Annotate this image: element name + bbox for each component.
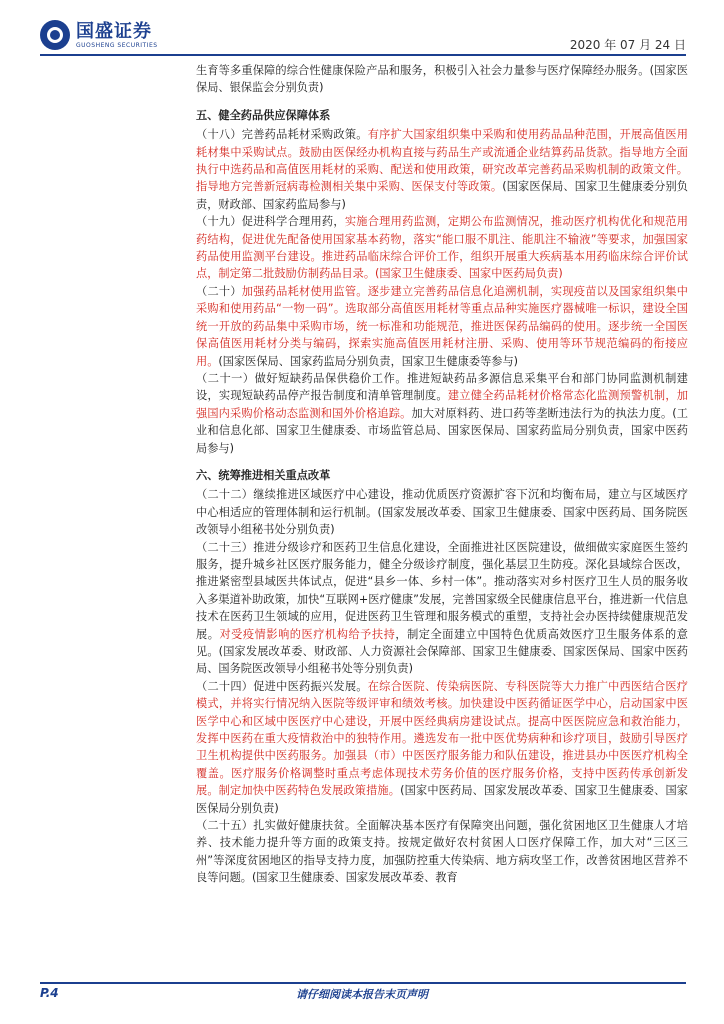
paragraph-text: （二十） — [196, 284, 242, 298]
paragraph — [196, 370, 688, 457]
paragraph-text: 加大对原料药、进口药等垄断违法行为的执法力度。(工业和信息化部、国家卫生健康委、市场监管总局、国家医保局、国家药监局分别负责，国家中医药局参与) — [196, 406, 688, 455]
brand-name: 国盛证券 — [76, 20, 152, 42]
brand-logo-icon — [40, 20, 70, 50]
highlighted-text: 加强药品耗材使用监管。逐步建立完善药品信息化追溯机制，实现疫苗以及国家组织集中采购和使用药品“一物一码”。选取部分高值医用耗材等重点品种实施医疗器械唯一标识，建设全国统一开放的药品集中采购市场，统一标准和功能规范，推进医保药品编码的使用。逐步统一全国医保高值医用耗材分类与编码，探索实施高值医用耗材注册、采购、使用等环节规范编码的衔接应用。 — [196, 284, 688, 368]
paragraph-text: （二十三）推进分级诊疗和医药卫生信息化建设，全面推进社区医院建设，做细做实家庭医生签约服务，提升城乡社区医疗服务能力，健全分级诊疗制度，强化基层卫生防疫。深化县域综合医改，推进紧密型县域医共体试点，促进“县乡一体、乡村一体”。推动落实对乡村医疗卫生人员的服务收入多渠道补助政策，加快“互联网+医疗健康”发展，完善国家级全民健康信息平台，推进新一代信息技术在医药卫生领域的应用，促进医药卫生管理和服务模式的重塑，支持社会办医持续健康规范发展。 — [196, 540, 688, 641]
highlighted-text: 在综合医院、传染病医院、专科医院等大力推广中西医结合医疗模式，并将实行情况纳入医院等级评审和绩效考核。加快建设中医药循证医学中心，启动国家中医医学中心和区域中医医疗中心建设，开展中医经典病房建设试点。提高中医医院应急和救治能力，发挥中医药在重大疫情救治中的独特作用。遴选发布一批中医优势病种和诊疗项目，鼓励引导医疗卫生机构提供中医药服务。加强县（市）中医医疗服务能力和队伍建设，推进县办中医医疗机构全覆盖。医疗服务价格调整时重点考虑体现技术劳务价值的医疗服务价格，支持中医药传承创新发展。制定加快中医药特色发展政策措施。 — [196, 679, 688, 798]
paragraph-text: （二十五）扎实做好健康扶贫。全面解决基本医疗有保障突出问题，强化贫困地区卫生健康人才培养、技术能力提升等方面的政策支持。按规定做好农村贫困人口医疗保障工作，加大对“三区三州”等深度贫困地区的指导支持力度，加强防控重大传染病、地方病攻坚工作，改善贫困地区营养不良等问题。(国家卫生健康委、国家发展改革委、教育 — [196, 819, 688, 885]
page-number: P.4 — [40, 986, 59, 1000]
paragraph — [196, 678, 688, 817]
paragraph — [196, 283, 688, 370]
paragraph — [196, 486, 688, 538]
paragraph-text: 六、统筹推进相关重点改革 — [196, 468, 331, 482]
highlighted-text: 有序扩大国家组织集中采购和使用药品品种范围，开展高值医用耗材集中采购试点。鼓励由医保经办机构直接与药品生产或流通企业结算药品货款。指导地方全面执行中选药品和高值医用耗材的采购、配送和使用政策，研究改革完善药品采购机制的政策文件。指导地方完善新冠病毒检测相关集中采购、医保支付等政策。 — [196, 128, 688, 194]
paragraph-text: (国家医保局、国家卫生健康委分别负责，财政部、国家药监局参与) — [196, 180, 688, 211]
section-heading — [196, 467, 688, 484]
paragraph-text: 五、健全药品供应保障体系 — [196, 108, 331, 122]
page-header — [0, 0, 724, 60]
header-divider — [40, 54, 686, 56]
paragraph-text: （二十二）继续推进区域医疗中心建设，推动优质医疗资源扩容下沉和均衡布局，建立与区域医疗中心相适应的管理体制和运行机制。(国家发展改革委、国家卫生健康委、国家中医药局、国务院医改领导小组秘书处分别负责) — [196, 488, 688, 537]
footer-divider — [40, 982, 686, 984]
paragraph-text: 生育等多重保障的综合性健康保险产品和服务，积极引入社会力量参与医疗保障经办服务。(国家医保局、银保监会分别负责) — [196, 64, 688, 95]
paragraph — [196, 817, 688, 887]
paragraph — [196, 539, 688, 678]
brand-name-en: GUOSHENG SECURITIES — [76, 41, 158, 49]
paragraph — [196, 62, 688, 97]
highlighted-text: 建立健全药品耗材价格常态化监测预警机制，加强国内采购价格动态监测和国外价格追踪。 — [196, 389, 688, 420]
highlighted-text: 对受疫情影响的医疗机构给予扶持 — [219, 627, 396, 641]
highlighted-text: 实施合理用药监测，定期公布监测情况，推动医疗机构优化和规范用药结构，促进优先配备使用国家基本药物，落实“能口服不肌注、能肌注不输液”等要求，加强国家药品使用监测平台建设。推进药品临床综合评价工作，组织开展重大疾病基本用药临床综合评价试点，制定第二批鼓励仿制药品目录。(国家卫生健康委、国家中医药局负责) — [196, 215, 688, 281]
paragraph — [196, 126, 688, 213]
paragraph-text: ，制定全面建立中国特色优质高效医疗卫生服务体系的意见。(国家发展改革委、财政部、人力资源社会保障部、国家卫生健康委、国家医保局、国家中医药局、国务院医改领导小组秘书处等分别负责) — [196, 627, 688, 676]
paragraph-text: （十九）促进科学合理用药， — [196, 215, 345, 229]
report-date: 2020 年 07 月 24 日 — [569, 38, 686, 52]
document-body — [196, 62, 688, 887]
paragraph-text: （二十一）做好短缺药品保供稳价工作。推进短缺药品多源信息采集平台和部门协同监测机制建设，实现短缺药品停产报告制度和清单管理制度。 — [196, 371, 688, 403]
disclaimer-note: 请仔细阅读本报告末页声明 — [296, 988, 428, 1001]
paragraph-text: (国家中医药局、国家发展改革委、国家卫生健康委、国家医保局分别负责) — [196, 784, 688, 815]
paragraph — [196, 213, 688, 283]
paragraph-text: （十八）完善药品耗材采购政策。 — [196, 128, 368, 142]
paragraph-text: （二十四）促进中医药振兴发展。 — [196, 679, 368, 693]
paragraph-text: (国家医保局、国家药监局分别负责，国家卫生健康委等参与) — [218, 354, 518, 368]
section-heading — [196, 107, 688, 124]
brand-logo — [40, 20, 158, 50]
